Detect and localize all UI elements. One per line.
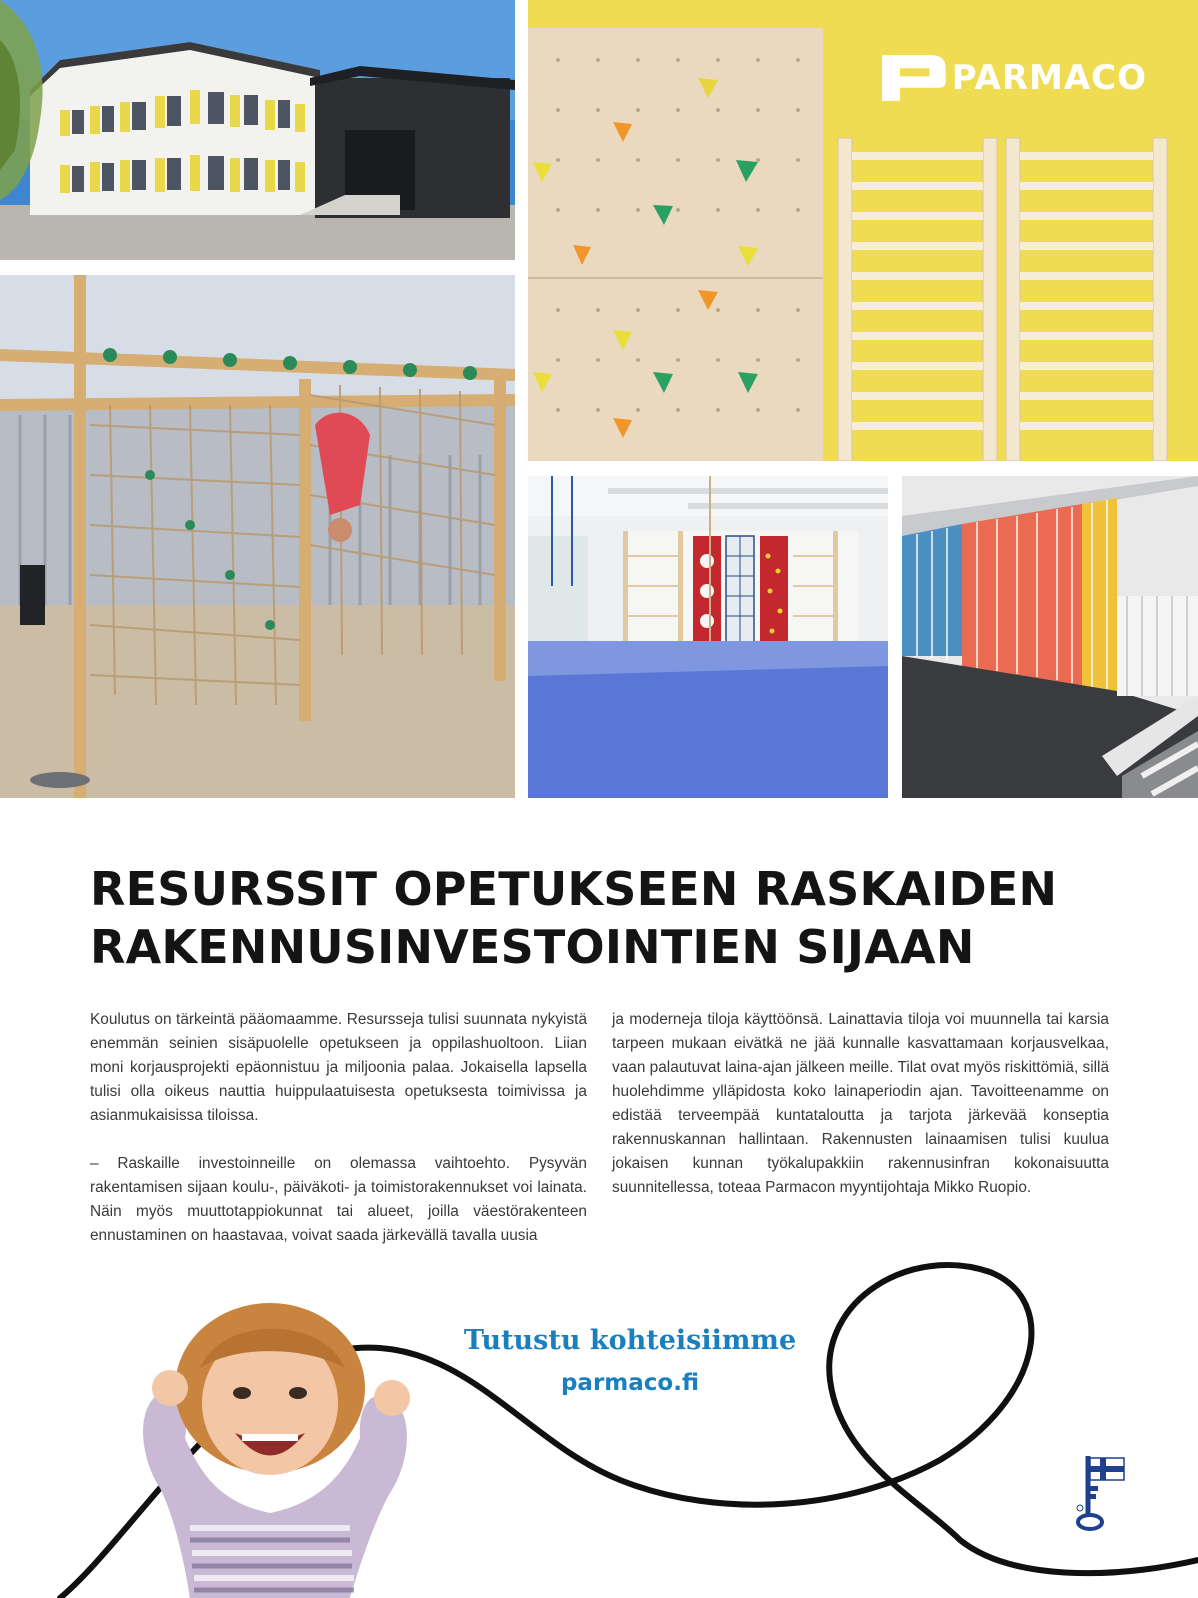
photo-playground-frame	[0, 275, 515, 798]
website-link[interactable]: parmaco.fi	[560, 1370, 700, 1396]
parmaco-logo	[882, 50, 1147, 106]
photo-colorful-facade	[902, 476, 1198, 798]
paragraph: – Raskaille investoinneille on olemassa vaihtoehto. Pysyvän rakentamisen sijaan koulu-, päiväkoti- ja toimistorakennukset voi lainata. Näin myös muuttotappiokunnat tai alueet, joilla väestörakenteen ennustaminen on haastavaa, voivat saada järkevällä tavalla uusia	[90, 1155, 587, 1244]
page-title	[90, 860, 1110, 976]
paragraph: Koulutus on tärkeintä pääomaamme. Resursseja tulisi suunnata nykyistä enemmän seinien sisäpuolelle opetukseen ja oppilashuoltoon. Liian moni korjausprojekti epäonnistuu ja miljoonia palaa. Jokaisella lapsella tulisi olla oikeus nauttia huippulaatuisesta opetuksesta toimivissa ja asianmukaisissa tiloissa.	[90, 1011, 587, 1124]
child-photo	[130, 1298, 420, 1598]
paragraph: ja moderneja tiloja käyttöönsä. Lainattavia tiloja voi muunnella tai karsia tarpeen mukaan eivätkä ne jää kunnalle kasvattamaan korjausvelkaa, vaan palautuvat laina-ajan jälkeen meille. Tilat ovat myös riskittömiä, sillä huolehdimme ylläpidosta koko lainaperiodin ajan. Tavoitteenamme on edistää terveempää kuntataloutta ja tarjota järkevää konseptia rakennuskannan hallintaan. Rakennusten lainaamisen tulisi kuulua jokaisen kunnan työkalupakkiin rakennusinfran kokonaisuutta suunnitellessa, toteaa Parmacon myyntijohtaja Mikko Ruopio.	[612, 1011, 1110, 1196]
cta-title: Tutustu kohteisiimme	[463, 1325, 797, 1356]
key-flag-icon	[1076, 1452, 1130, 1532]
article-column-left	[90, 1008, 587, 1272]
photo-school-building	[0, 0, 515, 260]
headline-line-2: RAKENNUSINVESTOINTIEN SIJAAN	[90, 920, 975, 974]
parmaco-logo-icon	[882, 50, 946, 106]
article-column-right	[612, 1008, 1109, 1224]
logo-text: PARMACO	[951, 58, 1147, 98]
photo-gym-hall	[528, 476, 888, 798]
headline-line-1: RESURSSIT OPETUKSEEN RASKAIDEN	[90, 862, 1058, 916]
